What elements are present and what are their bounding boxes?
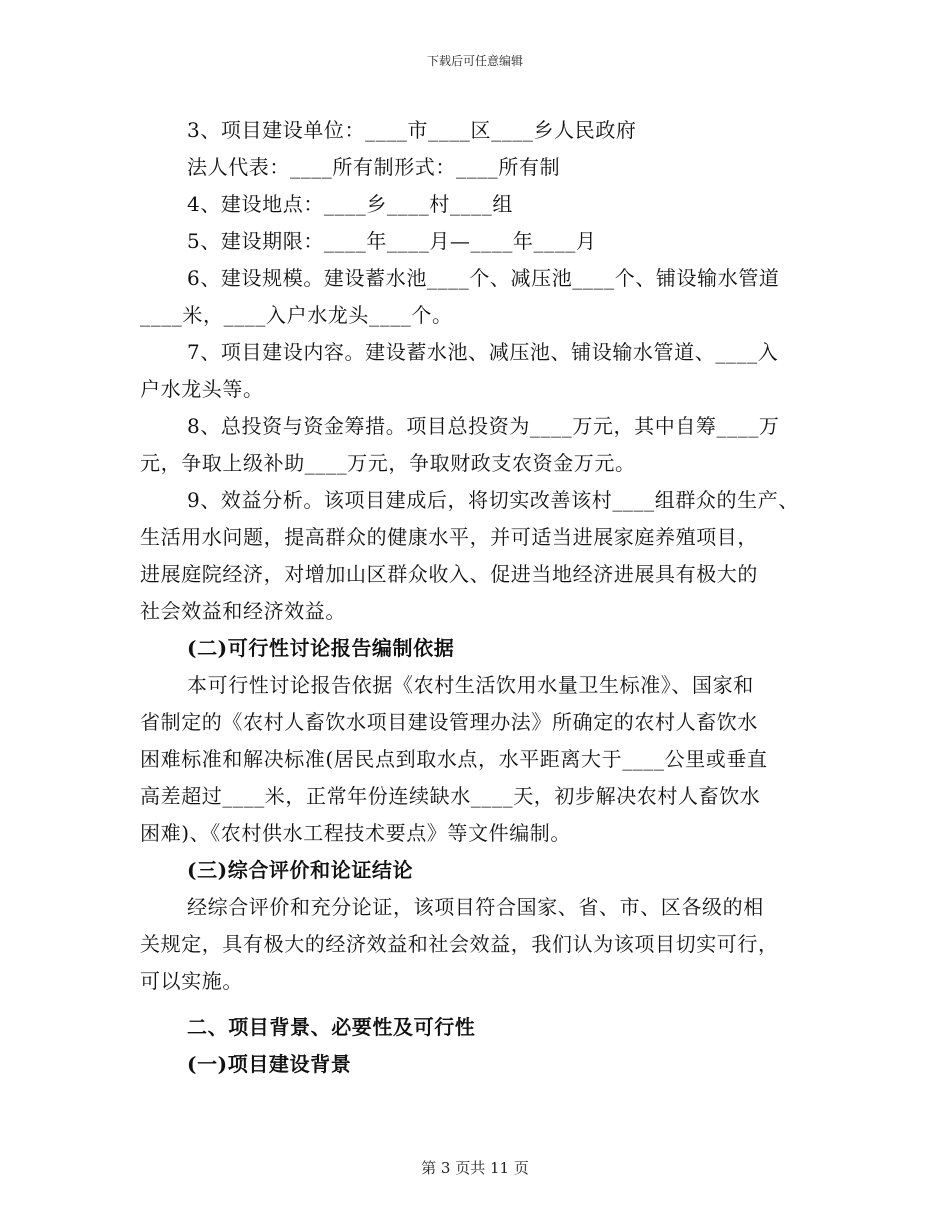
page-header: 下载后可任意编辑 (426, 54, 523, 68)
text-line: 高差超过____米，正常年份连续缺水____天，初步解决农村人畜饮水 (140, 784, 761, 808)
text-line: 9、效益分析。该项目建成后，将切实改善该村____组群众的生产、 (187, 488, 799, 512)
text-line: 可以实施。 (140, 969, 243, 993)
text-line: 进展庭院经济，对增加山区群众收入、促进当地经济进展具有极大的 (140, 562, 758, 586)
text-line: ____米，____入户水龙头____个。 (140, 303, 453, 327)
section-heading: (三)综合评价和论证结论 (187, 858, 414, 882)
section-gap (140, 1000, 820, 1009)
page-footer: 第 3 页共 11 页 (421, 1159, 529, 1177)
text-line: 困难)、《农村供水工程技术要点》等文件编制。 (140, 821, 572, 845)
text-line: 4、建设地点：____乡____村____组 (187, 192, 513, 216)
text-line: 经综合评价和充分论证，该项目符合国家、省、市、区各级的相 (187, 895, 764, 919)
text-line: 6、建设规模。建设蓄水池____个、减压池____个、铺设输水管道 (187, 266, 780, 290)
section-heading: (二)可行性讨论报告编制依据 (187, 636, 455, 660)
section-heading: (一)项目建设背景 (187, 1052, 352, 1076)
text-line: 5、建设期限：____年____月—____年____月 (187, 229, 597, 253)
text-line: 困难标准和解决标准(居民点到取水点，水平距离大于____公里或垂直 (140, 747, 768, 771)
text-line: 生活用水问题，提高群众的健康水平，并可适当进展家庭养殖项目， (140, 525, 758, 549)
document-body (140, 112, 820, 1083)
section-heading: 二、项目背景、必要性及可行性 (187, 1015, 476, 1039)
text-line: 8、总投资与资金筹措。项目总投资为____万元，其中自筹____万 (187, 414, 780, 438)
text-line: 关规定，具有极大的经济效益和社会效益，我们认为该项目切实可行， (140, 932, 779, 956)
text-line: 本可行性讨论报告依据《农村生活饮用水量卫生标准》、国家和 (187, 673, 754, 697)
text-line: 省制定的《农村人畜饮水项目建设管理办法》所确定的农村人畜饮水 (140, 710, 758, 734)
text-line: 7、项目建设内容。建设蓄水池、减压池、铺设输水管道、____入 (187, 340, 779, 364)
text-line: 社会效益和经济效益。 (140, 599, 346, 623)
text-line: 户水龙头等。 (140, 377, 264, 401)
text-line: 法人代表：____所有制形式：____所有制 (187, 155, 561, 179)
text-line: 元，争取上级补助____万元，争取财政支农资金万元。 (140, 451, 636, 475)
text-line: 3、项目建设单位：____市____区____乡人民政府 (187, 118, 637, 142)
